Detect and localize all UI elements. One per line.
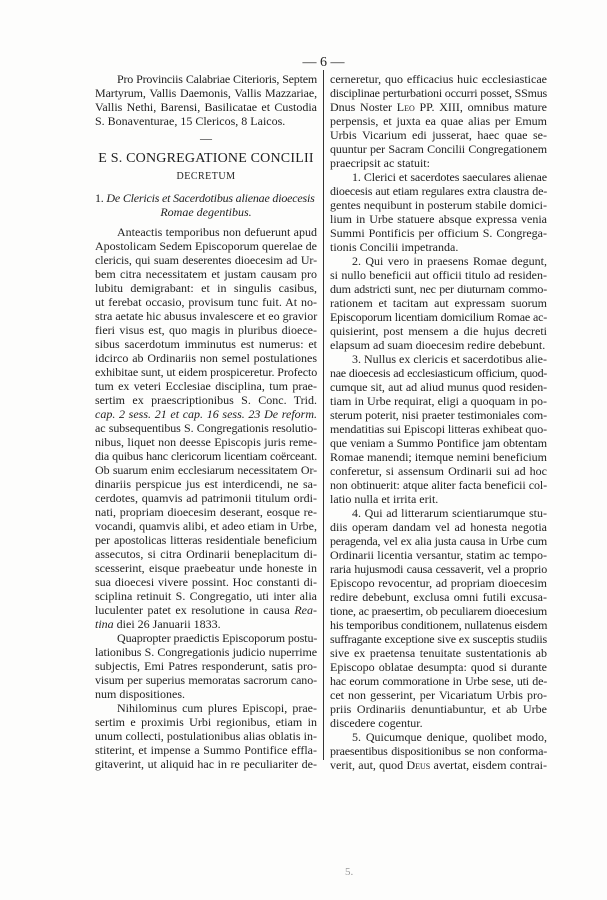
text-line: priis Ordinariis denuntiabuntur, et ab Urbe xyxy=(330,702,547,716)
decree-subheading: DECRETUM xyxy=(176,171,236,182)
text-line: his temporibus conditionem, nullatenus eisdem xyxy=(330,618,548,632)
text-line: clericis, qui suam deserentes dioecesim ad Ur- xyxy=(95,253,317,267)
text-line: nae dioecesis ad ecclesiasticum officium, quod- xyxy=(330,366,547,380)
text-line: cerneretur, quo efficacius huic ecclesiasticae xyxy=(330,72,547,86)
text-line: idcirco ab Ordinariis non semel postulationes xyxy=(95,351,317,365)
text-line xyxy=(330,100,547,114)
text-line: cumque sit, aut ad aliud munus quod residen- xyxy=(330,380,547,394)
paragraph xyxy=(95,701,317,771)
text-line xyxy=(330,758,547,772)
section-separator: — xyxy=(200,131,212,145)
right-column-body xyxy=(330,72,547,772)
text-line: peragenda, vel ex alia justa causa in Urbe cum xyxy=(330,534,547,548)
text-line: Vallis Nethi, Barensi, Basilicatae et Custodia xyxy=(95,100,317,114)
text-line: 4. Qui ad litterarum scientiarumque stu- xyxy=(352,506,547,520)
text-line: 2. Qui vero in praesens Romae degunt, xyxy=(352,254,547,268)
paragraph xyxy=(95,72,317,128)
paragraph xyxy=(330,506,547,730)
text-line: unum collecti, postulationibus alias oblatis in- xyxy=(95,729,317,743)
text-line: dioecesis aut etiam regulares extra claustra de- xyxy=(330,184,547,198)
text-line: visum per superius memoratas sacrorum cano- xyxy=(95,673,317,687)
small-caps-text: Leo xyxy=(396,100,415,114)
text-line: diis operam dandam vel ad honesta negotia xyxy=(330,520,547,534)
text-line: Anteactis temporibus non defuerunt apud xyxy=(117,225,317,239)
text-line: sterum poterit, nisi praeter testimoniales com- xyxy=(330,408,547,422)
text-line: si nullo beneficii aut officii titulo ad residen- xyxy=(330,268,547,282)
text-line: sive ex praetensa tenuitate sustentationis ab xyxy=(330,646,547,660)
text-line: bem citra necessitatem et justam causam pro xyxy=(95,267,317,281)
text-line: assecutos, si citra Ordinarii beneplacitum di- xyxy=(95,547,317,561)
paragraph xyxy=(95,631,317,701)
text-line: rationem et tacitam aut expressam suorum xyxy=(330,296,547,310)
text-line: redire debebunt, exclusa omni futili excusa- xyxy=(330,590,547,604)
text-line: sua dioecesi vivere possint. Hoc constanti di- xyxy=(95,575,317,589)
intro-paragraph xyxy=(95,72,317,128)
text-line: Ob suarum enim ecclesiarum necessitatem Or- xyxy=(95,463,317,477)
text-line xyxy=(95,617,317,631)
text-line: discedere cogentur. xyxy=(330,716,423,730)
text-line: sertim e proximis Urbi regionibus, etiam in xyxy=(95,715,317,729)
text-line: dum adstricti sunt, nec per diuturnam commo- xyxy=(330,282,547,296)
text-line: stra aetate hic abusus invalescere et eo gravior xyxy=(95,309,318,323)
small-caps-text: Deus xyxy=(406,758,431,772)
text-line: dia quibus hanc clericorum licentiam coërceant. xyxy=(95,449,317,463)
text-line: quuntur per Sacram Concilii Congregationem xyxy=(330,142,547,156)
text-line: sertim ex praescriptionibus S. Conc. Trid. xyxy=(95,393,317,407)
page-number: — 6 — xyxy=(302,55,345,70)
text-line: vocandi, quamvis alibi, et adeo etiam in Urbe, xyxy=(95,519,317,533)
text-line: tionis Concilii impetranda. xyxy=(330,240,459,254)
text-line: raria hujusmodi causa cessaverit, vel a proprio xyxy=(330,562,547,576)
text-line xyxy=(95,603,317,617)
text-line: 5. Quicumque denique, quolibet modo, xyxy=(352,730,547,744)
text-line: 3. Nullus ex clericis et sacerdotibus alie- xyxy=(352,352,547,366)
text-line: ac subsequentibus S. Congregationis resolutio- xyxy=(95,421,317,435)
text-line: tiam in Urbe requirat, eligi a quoquam in po- xyxy=(330,394,547,408)
paragraph xyxy=(330,730,547,772)
text-line: nibus, liquet non deesse Episcopis juris reme- xyxy=(95,435,317,449)
text-line: Ordinarii licentia versantur, statim ac tempo- xyxy=(330,548,547,562)
text-line: Summi Pontificis per officium S. Congrega- xyxy=(330,226,547,240)
text-line: nati, propriam dioecesim deserant, eosque re- xyxy=(95,505,317,519)
text-line: gentes nequibunt in posterum stabile domici- xyxy=(330,198,547,212)
paragraph xyxy=(330,72,547,170)
text-line: dinariis perspicue jus est interdicendi, ne sa- xyxy=(95,477,317,491)
text-line: per apostolicas litteras residentiale beneficium xyxy=(95,533,317,547)
signature-mark: 5. xyxy=(345,866,354,878)
text-line: Quapropter praedictis Episcoporum postu- xyxy=(117,631,318,645)
text-line: fieri visus est, quo magis in pluribus dioece- xyxy=(95,323,317,337)
text-line: non obtinuerit: atque aliter facta beneficii col- xyxy=(330,478,547,492)
italic-text: Rea- xyxy=(294,603,317,617)
text-line: Nihilominus cum plures Episcopi, prae- xyxy=(117,701,317,715)
text-line: praesentibus dispositionibus se non conforma- xyxy=(330,744,547,758)
text-line xyxy=(95,407,317,421)
text-line: lationibus S. Congregationis judicio nuperrime xyxy=(95,645,317,659)
text-line: hac eorum commoratione in Urbe sese, uti de- xyxy=(330,674,547,688)
section-number: 1. xyxy=(95,191,104,205)
text-line: ut ferebat occasio, provisum tunc fuit. At no- xyxy=(95,295,317,309)
text-segment: luculenter patet ex resolutione in causa xyxy=(95,603,295,617)
text-segment: avertat, eisdem contrai- xyxy=(430,758,548,772)
paragraph xyxy=(330,352,547,506)
text-line: perpensis, et juxta ea quae alias per Emum xyxy=(330,114,547,128)
text-line: num dispositiones. xyxy=(95,687,186,701)
text-line: Episcopo revocentur, ad propriam dioecesim xyxy=(330,576,547,590)
text-line: cet non gesserint, per Vicariatum Urbis pro- xyxy=(330,688,547,702)
text-line: gitaverint, ut aliquid hac in re peculiariter de- xyxy=(95,757,317,771)
text-line: tione, ac praesertim, ob peculiarem dioecesium xyxy=(330,604,548,618)
text-line: Urbis Vicarium edi jusserat, haec quae se- xyxy=(330,128,547,142)
text-line: latio nulla et irrita erit. xyxy=(330,492,439,506)
text-line: praecripsit ac statuit: xyxy=(330,156,430,170)
text-line: conferetur, si assensum Ordinarii sui ad hoc xyxy=(330,464,547,478)
text-line: mendatitias sui Episcopi litteras exhibeat quo- xyxy=(330,422,547,436)
text-line: exhibitae sunt, ut eidem prospiceretur. Profecto xyxy=(95,365,318,379)
section-heading: E S. CONGREGATIONE CONCILII xyxy=(98,151,314,166)
section-title-line: Romae degentibus. xyxy=(160,205,252,219)
text-line: subjectis, Emi Patres responderunt, satis pro- xyxy=(95,659,317,673)
text-line: lubitu demigrabant: et in singulis casibus, xyxy=(95,281,317,295)
text-line: que veniam a Summo Pontifice jam obtentam xyxy=(330,436,547,450)
text-segment: PP. XIII, omnibus mature xyxy=(414,100,548,114)
text-segment: Dnus Noster xyxy=(330,100,397,114)
text-line: scesserint, eisque praebeatur unde honeste in xyxy=(95,561,317,575)
text-line: disciplinae perturbationi occurri posset, SSmus xyxy=(330,86,547,100)
text-line: sciplina retinuit S. Congregatio, uti inter alia xyxy=(95,589,317,603)
text-line: Episcopo oblatae desumpta: quod si durante xyxy=(330,660,547,674)
text-line: quisierint, post mensem a die hujus decreti xyxy=(330,324,547,338)
text-line: 1. Clerici et sacerdotes saeculares alienae xyxy=(352,170,547,184)
paragraph xyxy=(95,225,317,631)
text-line: sibus sacerdotum imminutus est numerus: et xyxy=(95,337,317,351)
text-line: S. Bonaventurae, 15 Clericos, 8 Laicos. xyxy=(95,114,286,128)
left-column-body xyxy=(95,225,317,771)
text-segment: diei 26 Januarii 1833. xyxy=(113,617,221,631)
text-line: Romae manendi; itemque nemini beneficium xyxy=(330,450,547,464)
text-line: Martyrum, Vallis Daemonis, Vallis Mazzariae, xyxy=(95,86,317,100)
section-title-line xyxy=(95,191,317,205)
text-line: stiterint, et impense a Summo Pontifice effla- xyxy=(95,743,317,757)
text-line: Apostolicam Sedem Episcoporum querelae de xyxy=(95,239,317,253)
text-line: suffragante exceptione sive ex susceptis studiis xyxy=(330,632,547,646)
italic-text: cap. 2 sess. 21 et cap. 16 sess. 23 De reform. xyxy=(95,407,317,421)
text-line: Pro Provinciis Calabriae Citerioris, Septem xyxy=(117,72,317,86)
text-line: tum ex veteri Ecclesiae disciplina, tum prae- xyxy=(95,379,317,393)
paragraph xyxy=(330,170,547,254)
text-line: elapsum ad suam dioecesim redire debebunt. xyxy=(330,338,546,352)
text-segment: verit, aut, quod xyxy=(330,758,407,772)
text-line: lium in Urbe statuere absque expressa venia xyxy=(330,212,547,226)
italic-text: tina xyxy=(95,617,114,631)
column-divider xyxy=(323,70,324,760)
text-line: Episcoporum licentiam domicilium Romae ac- xyxy=(330,310,547,324)
paragraph xyxy=(330,254,547,352)
decree-section-title xyxy=(95,191,317,219)
section-title-text: De Clericis et Sacerdotibus alienae dioecesis xyxy=(106,191,315,205)
text-line: cerdotes, quamvis ad patrimonii titulum ordi- xyxy=(95,491,317,505)
